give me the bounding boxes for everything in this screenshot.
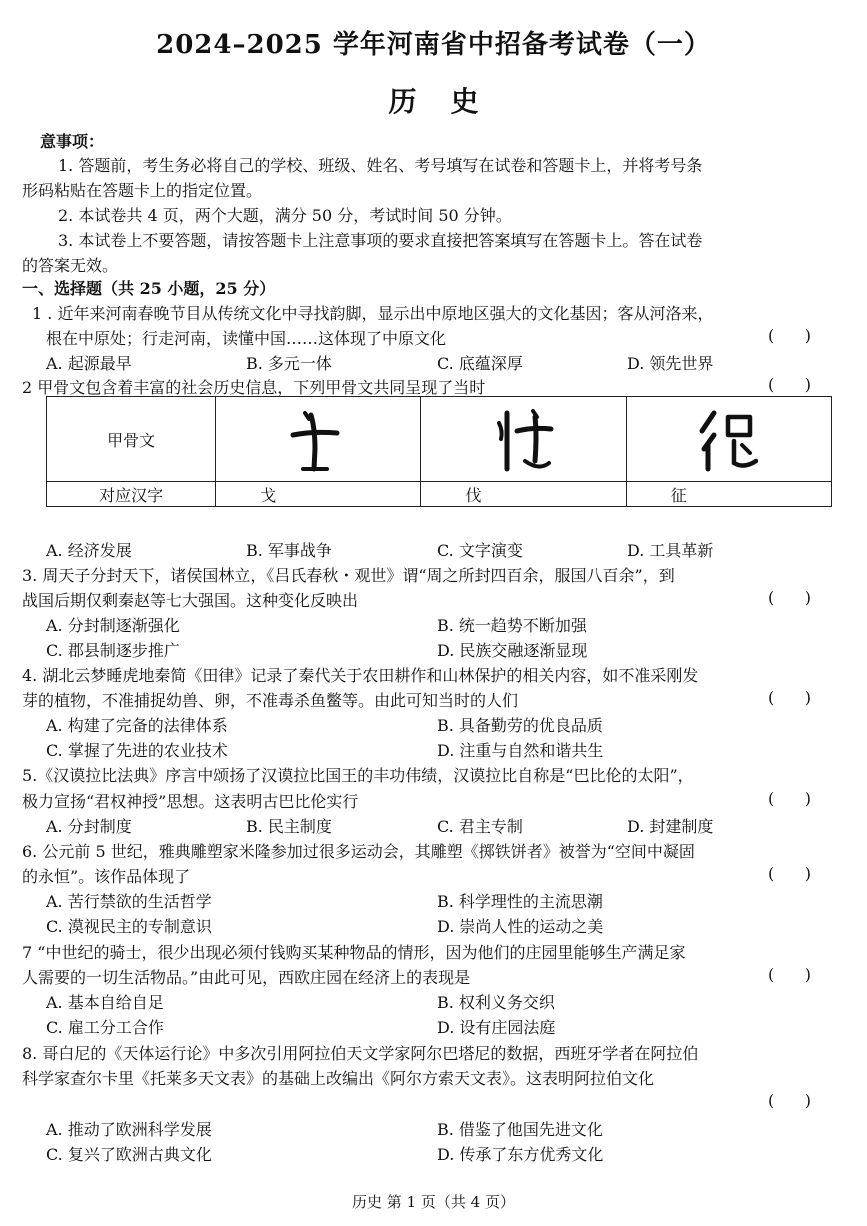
oracle-glyph-fa-icon <box>489 405 559 477</box>
q6-option-a: A. 苦行禁欲的生活哲学 <box>46 892 212 911</box>
q1-option-c: C. 底蕴深厚 <box>437 354 523 373</box>
section-heading: 一、选择题（共 25 小题，25 分） <box>22 279 276 298</box>
q2-option-d: D. 工具革新 <box>627 541 714 560</box>
notice-line-3: 3. 本试卷上不要答题，请按答题卡上注意事项的要求直接把答案填写在答题卡上。答在试卷 <box>58 231 703 250</box>
q2-option-a: A. 经济发展 <box>46 541 132 560</box>
q5-option-a: A. 分封制度 <box>46 817 132 836</box>
q1-option-b: B. 多元一体 <box>246 354 332 373</box>
hanzi-zheng: 征 <box>626 482 831 507</box>
q4-option-c: C. 掌握了先进的农业技术 <box>46 741 228 760</box>
notice-line-1: 1. 答题前，考生务必将自己的学校、班级、姓名、考号填写在试卷和答题卡上，并将考号条 <box>58 156 703 175</box>
q5-stem-line-1: 5.《汉谟拉比法典》序言中颂扬了汉谟拉比国王的丰功伟绩，汉谟拉比自称是“巴比伦的太阳”， <box>22 766 694 785</box>
q6-option-c: C. 漠视民主的专制意识 <box>46 917 212 936</box>
q1-answer-paren: ( ) <box>768 326 811 345</box>
q3-answer-paren: ( ) <box>768 588 811 607</box>
q8-option-a: A. 推动了欧洲科学发展 <box>46 1120 212 1139</box>
q7-option-a: A. 基本自给自足 <box>46 993 164 1012</box>
q3-stem-line-2: 战国后期仅剩秦赵等七大强国。这种变化反映出 <box>22 591 359 610</box>
q1-stem-line-2: 根在中原处；行走河南，读懂中国……这体现了中原文化 <box>46 329 447 348</box>
q6-stem-line-1: 6. 公元前 5 世纪，雅典雕塑家米隆参加过很多运动会，其雕塑《掷铁饼者》被誉为“空间中凝固 <box>22 842 695 861</box>
notice-heading: 意事项： <box>40 132 105 151</box>
q7-stem-line-1: 7 “中世纪的骑士，很少出现必须付钱购买某种物品的情形，因为他们的庄园里能够生产满足家 <box>22 943 686 962</box>
q5-stem-line-2: 极力宣扬“君权神授”思想。这表明古巴比伦实行 <box>22 792 359 811</box>
q5-option-d: D. 封建制度 <box>627 817 714 836</box>
q3-option-b: B. 统一趋势不断加强 <box>437 616 587 635</box>
notice-line-1b: 形码粘贴在答题卡上的指定位置。 <box>22 181 263 200</box>
q8-stem-line-2: 科学家查尔卡里《托莱多天文表》的基础上改编出《阿尔方索天文表》。这表明阿拉伯文化 <box>22 1069 655 1088</box>
q1-option-d: D. 领先世界 <box>627 354 714 373</box>
q4-option-b: B. 具备勤劳的优良品质 <box>437 716 603 735</box>
q6-answer-paren: ( ) <box>768 864 811 883</box>
subject-title: 历史 <box>388 85 513 118</box>
q8-option-d: D. 传承了东方优秀文化 <box>437 1145 604 1164</box>
q4-answer-paren: ( ) <box>768 688 811 707</box>
q7-option-d: D. 设有庄园法庭 <box>437 1018 556 1037</box>
page-footer: 历史 第 1 页（共 4 页） <box>352 1193 515 1211</box>
q2-stem-line-1: 2 甲骨文包含着丰富的社会历史信息，下列甲骨文共同呈现了当时 <box>22 378 486 397</box>
oracle-bone-table <box>46 396 832 507</box>
oracle-row-label: 甲骨文 <box>47 397 216 482</box>
q7-stem-line-2: 人需要的一切生活物品。”由此可见，西欧庄园在经济上的表现是 <box>22 968 471 987</box>
exam-title: 2024–2025 学年河南省中招备考试卷（一） <box>156 30 711 60</box>
q4-option-a: A. 构建了完备的法律体系 <box>46 716 228 735</box>
oracle-glyph-cell-1 <box>216 397 421 482</box>
q8-option-b: B. 借鉴了他国先进文化 <box>437 1120 603 1139</box>
hanzi-row-label: 对应汉字 <box>47 482 216 507</box>
hanzi-ge: 戈 <box>216 482 421 507</box>
q4-stem-line-2: 芽的植物，不准捕捉幼兽、卵，不准毒杀鱼鳖等。由此可知当时的人们 <box>22 691 519 710</box>
q2-answer-paren: ( ) <box>768 375 811 394</box>
q1-stem-line-1: 1 . 近年来河南春晚节目从传统文化中寻找韵脚，显示出中原地区强大的文化基因；客从河洛来， <box>32 304 714 323</box>
oracle-glyph-cell-3 <box>626 397 831 482</box>
q7-answer-paren: ( ) <box>768 965 811 984</box>
q5-option-b: B. 民主制度 <box>246 817 332 836</box>
oracle-glyph-zheng-icon <box>694 405 764 477</box>
q5-answer-paren: ( ) <box>768 789 811 808</box>
q3-option-d: D. 民族交融逐渐显现 <box>437 641 588 660</box>
q8-stem-line-1: 8. 哥白尼的《天体运行论》中多次引用阿拉伯天文学家阿尔巴塔尼的数据，西班牙学者在阿拉伯 <box>22 1044 699 1063</box>
q4-option-d: D. 注重与自然和谐共生 <box>437 741 604 760</box>
q2-option-b: B. 军事战争 <box>246 541 332 560</box>
hanzi-fa: 伐 <box>421 482 626 507</box>
q3-stem-line-1: 3. 周天子分封天下，诸侯国林立，《吕氏春秋・观世》谓“周之所封四百余，服国八百余”，到 <box>22 566 675 585</box>
notice-line-3b: 的答案无效。 <box>22 256 119 275</box>
q6-option-d: D. 崇尚人性的运动之美 <box>437 917 604 936</box>
q8-answer-paren: ( ) <box>768 1091 811 1110</box>
q7-option-b: B. 权利义务交织 <box>437 993 555 1012</box>
q8-option-c: C. 复兴了欧洲古典文化 <box>46 1145 212 1164</box>
q4-stem-line-1: 4. 湖北云梦睡虎地秦简《田律》记录了秦代关于农田耕作和山林保护的相关内容，如不准采刚发 <box>22 666 699 685</box>
oracle-glyph-ge-icon <box>283 405 353 477</box>
q3-option-c: C. 郡县制逐步推广 <box>46 641 180 660</box>
q7-option-c: C. 雇工分工合作 <box>46 1018 164 1037</box>
q1-option-a: A. 起源最早 <box>46 354 132 373</box>
q3-option-a: A. 分封制逐渐强化 <box>46 616 180 635</box>
notice-line-2: 2. 本试卷共 4 页，两个大题，满分 50 分，考试时间 50 分钟。 <box>58 206 512 225</box>
q6-option-b: B. 科学理性的主流思潮 <box>437 892 603 911</box>
q6-stem-line-2: 的永恒”。该作品体现了 <box>22 867 191 886</box>
q5-option-c: C. 君主专制 <box>437 817 523 836</box>
q2-option-c: C. 文字演变 <box>437 541 523 560</box>
oracle-glyph-cell-2 <box>421 397 626 482</box>
